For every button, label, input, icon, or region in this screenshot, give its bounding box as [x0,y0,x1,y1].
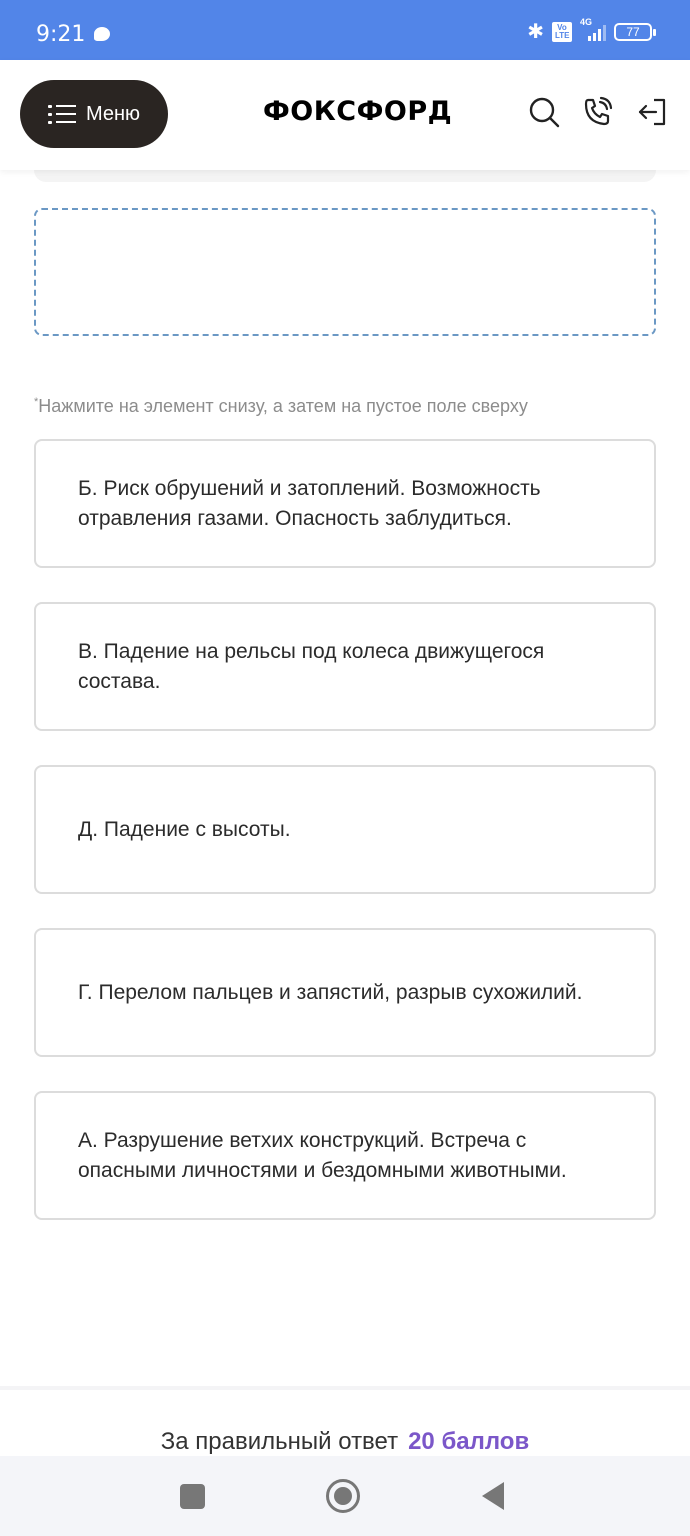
status-icons [527,17,652,43]
option-text: В. Падение на рельсы под колеса движущегося состава. [78,639,545,693]
option-card[interactable] [34,1091,656,1220]
network-type: 4G [580,17,593,27]
score-points: 20 баллов [408,1428,530,1455]
option-text: Б. Риск обрушений и затоплений. Возможность отравления газами. Опасность заблудиться. [78,476,541,530]
instruction-hint [34,396,528,417]
option-text: Г. Перелом пальцев и запястий, разрыв сухожилий. [78,980,583,1004]
home-icon[interactable] [326,1479,360,1513]
option-card[interactable] [34,602,656,731]
score-label: За правильный ответ [160,1428,399,1455]
option-card[interactable] [34,765,656,894]
status-bar [0,0,690,60]
score-line [0,1428,690,1456]
answer-drop-zone[interactable] [34,208,656,336]
logo[interactable]: ФОКСФОРД [263,96,453,127]
hint-asterisk: * [34,396,39,408]
bluetooth-icon: ✱ [527,21,544,43]
battery-icon: 77 [614,23,652,41]
search-icon[interactable] [528,96,560,128]
phone-icon[interactable] [582,96,614,128]
option-text: Д. Падение с высоты. [78,817,291,841]
signal-icon [580,17,606,41]
list-icon [48,104,76,124]
logout-icon[interactable] [636,96,668,128]
option-card[interactable] [34,928,656,1057]
score-footer [0,1386,690,1456]
volte-icon: Vo LTE [552,22,572,42]
hint-text: Нажмите на элемент снизу, а затем на пустое поле сверху [38,396,528,416]
recents-icon[interactable] [180,1484,205,1509]
menu-button[interactable] [20,80,168,148]
menu-label: Меню [85,102,141,125]
clock: 9:21 [36,22,86,47]
android-nav-bar [0,1456,690,1536]
option-text: А. Разрушение ветхих конструкций. Встреча с опасными личностями и бездомными животными. [78,1128,567,1182]
back-icon[interactable] [482,1482,504,1510]
option-card[interactable] [34,439,656,568]
chat-bubble-icon [94,27,110,41]
top-header [0,60,690,170]
